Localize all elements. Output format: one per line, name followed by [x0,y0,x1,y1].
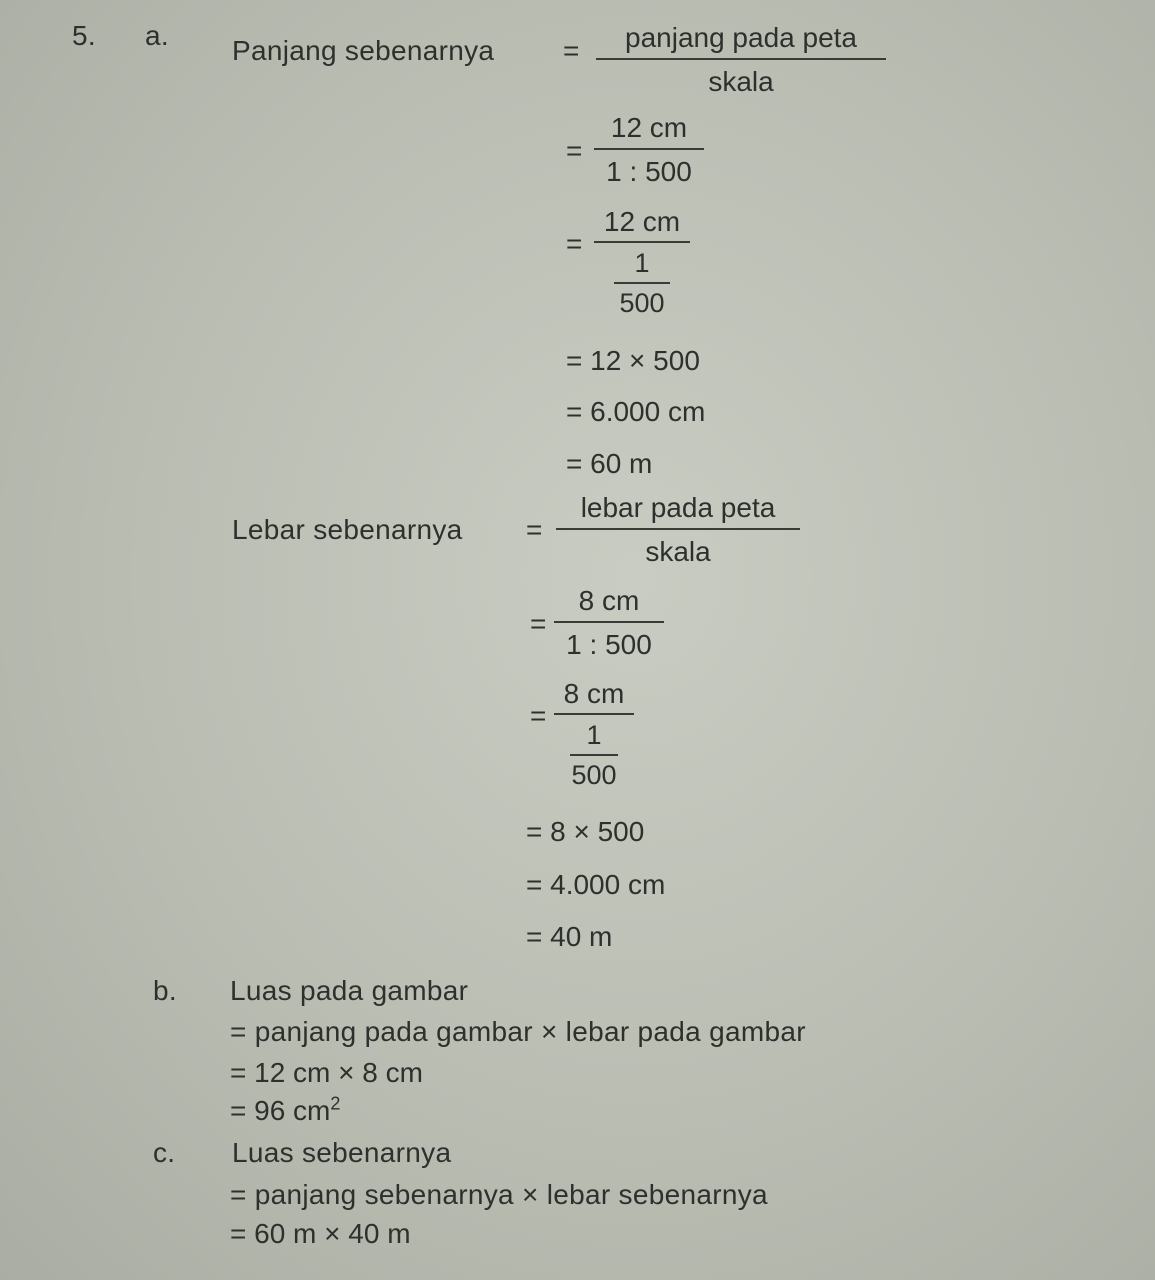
width-step1-fraction [554,587,664,659]
problem-number: 5. [72,20,96,51]
width-formula-fraction [556,494,800,566]
width-step2-inner-denominator: 500 [571,760,617,790]
part-c-label: c. [153,1137,176,1168]
fraction-bar [556,528,800,530]
part-c-title: Luas sebenarnya [232,1137,452,1168]
fraction-bar [570,754,618,756]
part-b-line3-text: = 96 cm [230,1095,331,1126]
part-a-label: a. [145,20,169,51]
squared-superscript: 2 [330,1093,341,1114]
width-step2-numerator: 8 cm [563,678,625,709]
length-lhs: Panjang sebenarnya [232,35,495,66]
length-formula-fraction [596,24,886,96]
part-b-label: b. [153,975,177,1006]
width-step2-inner-fraction [564,722,624,789]
part-c-line1: = panjang sebenarnya × lebar sebenarnya [230,1179,768,1210]
width-step1-denominator: 1 : 500 [566,629,652,660]
length-formula-denominator: skala [708,66,774,97]
length-step2-inner-denominator: 500 [619,288,665,318]
width-lhs: Lebar sebenarnya [232,514,463,545]
fraction-bar [554,713,634,715]
length-step2-inner-numerator: 1 [634,248,650,278]
fraction-bar [596,58,886,60]
fraction-bar [594,241,690,243]
width-step2-eq: = [530,700,547,731]
width-step2-inner-numerator: 1 [586,720,602,750]
part-c-line2: = 60 m × 40 m [230,1218,411,1249]
width-step2-complex-fraction [554,680,634,789]
fraction-bar [614,282,670,284]
part-b-line3 [230,1093,341,1126]
length-step5: = 60 m [566,448,653,479]
width-formula-denominator: skala [645,536,711,567]
length-step2-eq: = [566,228,583,259]
length-step2-complex-fraction [594,208,690,317]
length-step4: = 6.000 cm [566,396,706,427]
part-b-line2: = 12 cm × 8 cm [230,1057,423,1088]
width-step1-numerator: 8 cm [578,585,640,616]
width-formula-numerator: lebar pada peta [580,492,776,523]
length-step1-fraction [594,114,704,186]
width-step5: = 40 m [526,921,613,952]
width-step1-eq: = [530,608,547,639]
length-step1-eq: = [566,135,583,166]
length-formula-numerator: panjang pada peta [625,22,857,53]
part-b-title: Luas pada gambar [230,975,469,1006]
length-step1-denominator: 1 : 500 [606,156,692,187]
part-b-line1: = panjang pada gambar × lebar pada gambar [230,1016,806,1047]
length-step2-inner-fraction [608,250,676,317]
length-step2-numerator: 12 cm [603,206,681,237]
fraction-bar [554,621,664,623]
width-step3: = 8 × 500 [526,816,645,847]
fraction-bar [594,148,704,150]
length-step3: = 12 × 500 [566,345,700,376]
width-step4: = 4.000 cm [526,869,666,900]
length-step1-numerator: 12 cm [610,112,688,143]
length-eq: = [563,35,580,66]
width-eq: = [526,514,543,545]
